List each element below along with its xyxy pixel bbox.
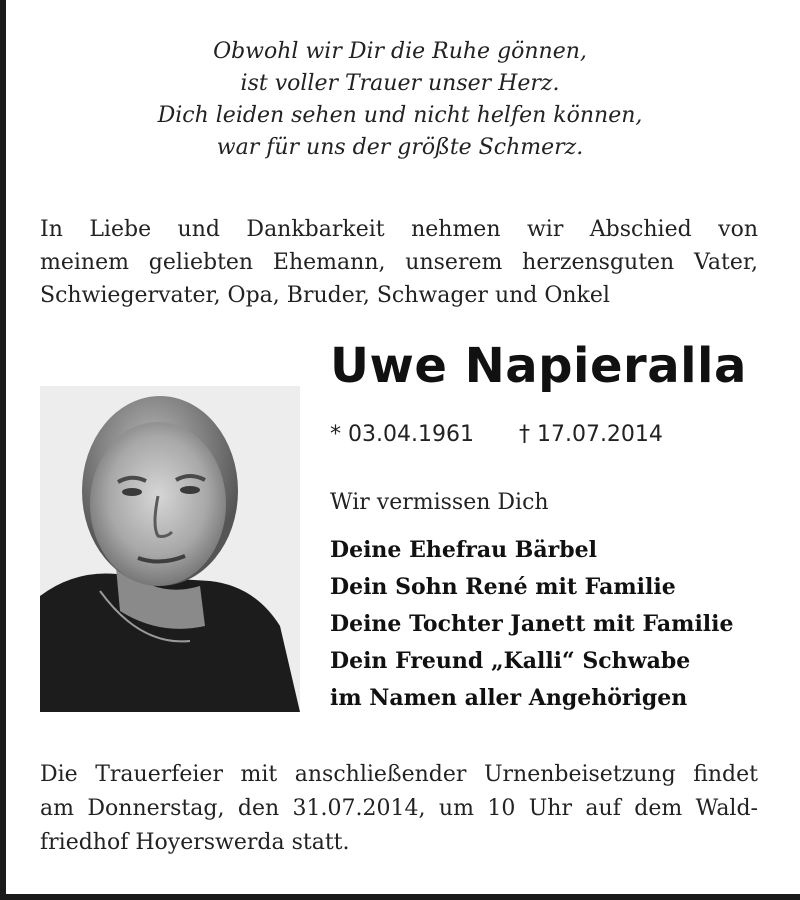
intro-line: Schwiegervater, Opa, Bruder, Schwager und Onkel xyxy=(40,283,610,308)
death-date: † 17.07.2014 xyxy=(518,422,663,447)
life-dates xyxy=(330,422,663,447)
birth-date: * 03.04.1961 xyxy=(330,422,474,447)
mourner-name: Deine Tochter Janett mit Familie xyxy=(330,611,734,637)
poem-line: Dich leiden sehen und nicht helfen können, xyxy=(157,103,643,128)
farewell-intro xyxy=(40,213,758,312)
funeral-line: friedhof Hoyerswerda statt. xyxy=(40,830,350,855)
deceased-name: Uwe Napieralla xyxy=(330,338,747,394)
mourner-name: Dein Freund „Kalli“ Schwabe xyxy=(330,648,691,674)
mourner-name: Deine Ehefrau Bärbel xyxy=(330,537,597,563)
poem-line: ist voller Trauer unser Herz. xyxy=(240,71,560,96)
memorial-poem xyxy=(60,36,740,164)
intro-line: meinem geliebten Ehemann, unserem herzensguten Vater, xyxy=(40,250,758,275)
mourner-name: im Namen aller Angehörigen xyxy=(330,685,688,711)
funeral-details xyxy=(40,758,758,860)
poem-line: Obwohl wir Dir die Ruhe gönnen, xyxy=(213,39,587,64)
intro-line: In Liebe und Dankbarkeit nehmen wir Abschied von xyxy=(40,217,758,242)
funeral-line: Die Trauerfeier mit anschließender Urnenbeisetzung findet xyxy=(40,762,758,787)
poem-line: war für uns der größte Schmerz. xyxy=(216,135,584,160)
mourners-list xyxy=(330,532,734,717)
portrait-photo xyxy=(40,386,300,712)
mourner-name: Dein Sohn René mit Familie xyxy=(330,574,676,600)
mourners-heading: Wir vermissen Dich xyxy=(330,490,549,515)
funeral-line: am Donnerstag, den 31.07.2014, um 10 Uhr auf dem Wald- xyxy=(40,796,758,821)
